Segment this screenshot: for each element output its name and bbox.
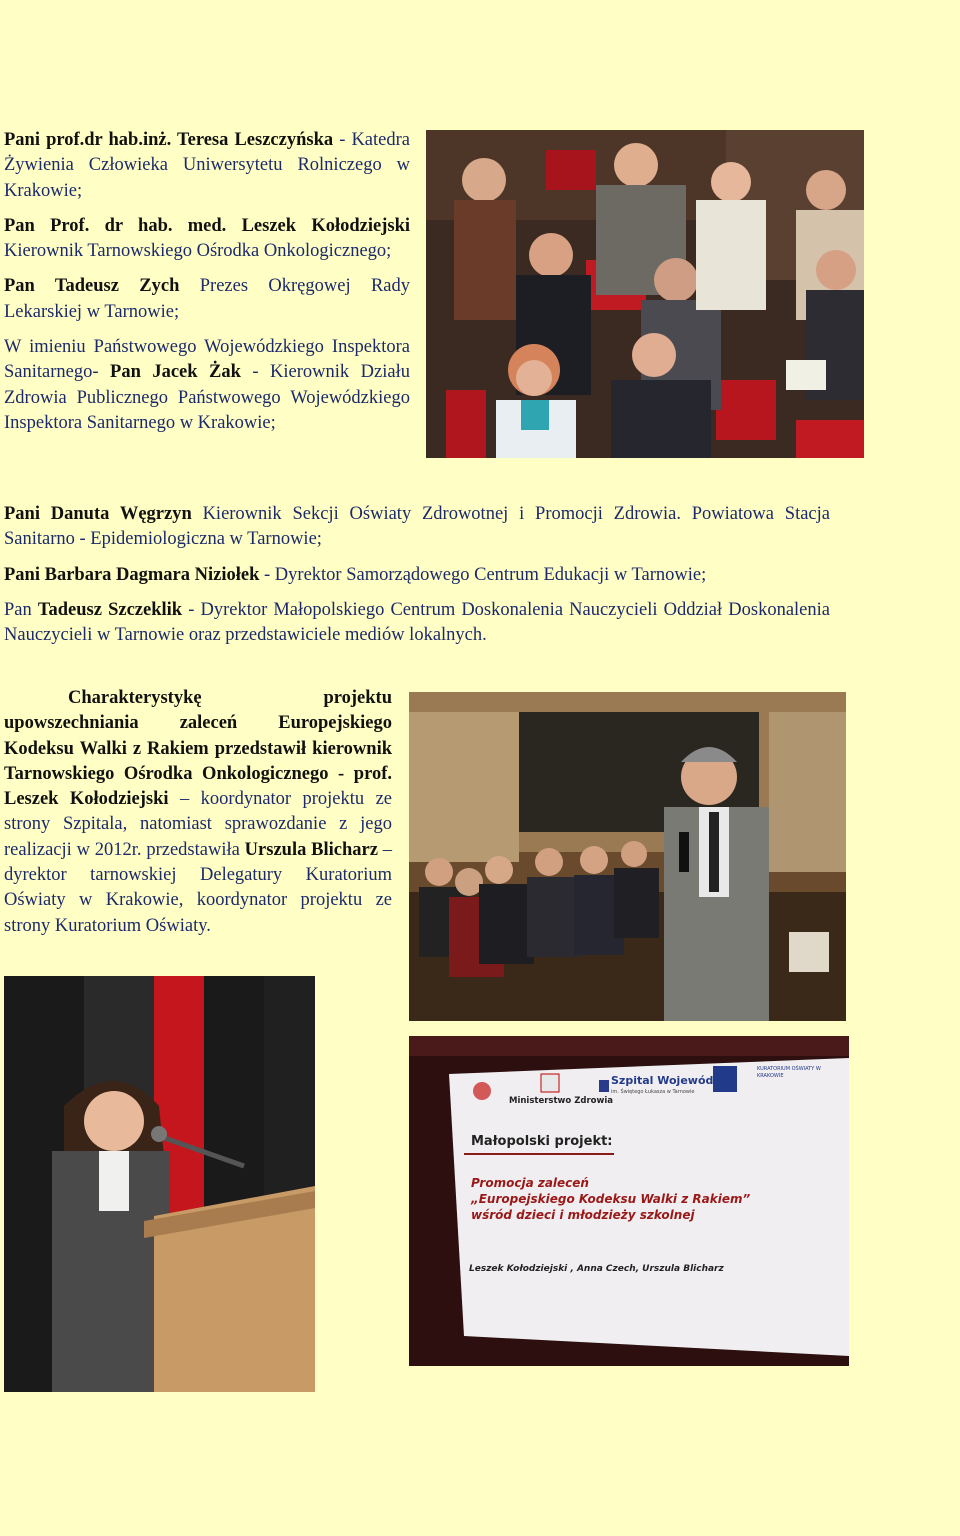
slide-heading: Małopolski projekt: [471, 1134, 613, 1149]
slide-title-line3: wśród dzieci i młodzieży szkolnej [471, 1208, 695, 1222]
participant-zych: Pan Tadeusz Zych Prezes Okręgowej Rady Lekarskiej w Tarnowie; [4, 276, 411, 322]
slide-title-line2: „Europejskiego Kodeksu Walki z Rakiem” [471, 1192, 751, 1206]
slide-kuratorium-label: KURATORIUM OŚWIATY W KRAKOWIE [757, 1066, 821, 1079]
participants-list-top [4, 128, 410, 446]
slide-title-line1: Promocja zaleceń [471, 1176, 589, 1190]
participant-niziolek: Pani Barbara Dagmara Niziołek - Dyrektor Samorządowego Centrum Edukacji w Tarnowie; [4, 564, 707, 585]
slide-authors: Leszek Kołodziejski , Anna Czech, Urszula Blicharz [469, 1264, 724, 1274]
slide-ministry-label: Ministerstwo Zdrowia [509, 1096, 613, 1106]
audience-photo [426, 130, 864, 458]
participant-wegrzyn: Pani Danuta Węgrzyn Kierownik Sekcji Oświaty Zdrowotnej i Promocji Zdrowia. Powiatowa Stacja Sanitarno - Epidemiologiczna w Tarnowie; [4, 504, 830, 550]
participant-szczeklik: Pan Tadeusz Szczeklik - Dyrektor Małopolskiego Centrum Doskonalenia Nauczycieli Oddział Doskonalenia Nauczycieli w Tarnowie oraz przedstawiciele mediów lokalnych. [4, 599, 830, 646]
slide-photo [409, 1036, 849, 1366]
participants-list-bottom [4, 502, 830, 658]
podium-photo [4, 976, 315, 1392]
speaker-photo [409, 692, 846, 1021]
participant-zak: W imieniu Państwowego Wojewódzkiego Inspektora Sanitarnego- Pan Jacek Żak - Kierownik Działu Zdrowia Publicznego Państwowego Wojewódzkiego Inspektora Sanitarnego w Krakowie; [4, 337, 410, 433]
summary-paragraph: Charakterystykę projektu upowszechniania zaleceń Europejskiego Kodeksu Walki z Rakiem przedstawił kierownik Tarnowskiego Ośrodka Onkologicznego - prof. Leszek Kołodziejski – koordynator projektu ze strony Szpitala, natomiast sprawozdanie z jego realizacji w 2012r. przedstawiła Urszula Blicharz – dyrektor tarnowskiej Delegatury Kuratorium Oświaty w Krakowie, koordynator projektu ze strony Kuratorium Oświaty. [4, 688, 393, 936]
participant-leszczynska: Pani prof.dr hab.inż. Teresa Leszczyńska - Katedra Żywienia Człowieka Uniwersytetu Rolniczego w Krakowie; [4, 130, 410, 201]
participant-kolodziejski: Pan Prof. dr hab. med. Leszek Kołodziejski Kierownik Tarnowskiego Ośrodka Onkologicznego; [4, 215, 410, 262]
slide-hospital-label: Szpital Wojewódzki [611, 1074, 731, 1087]
slide-hospital-sub: im. Świętego Łukasza w Tarnowie [611, 1089, 695, 1095]
